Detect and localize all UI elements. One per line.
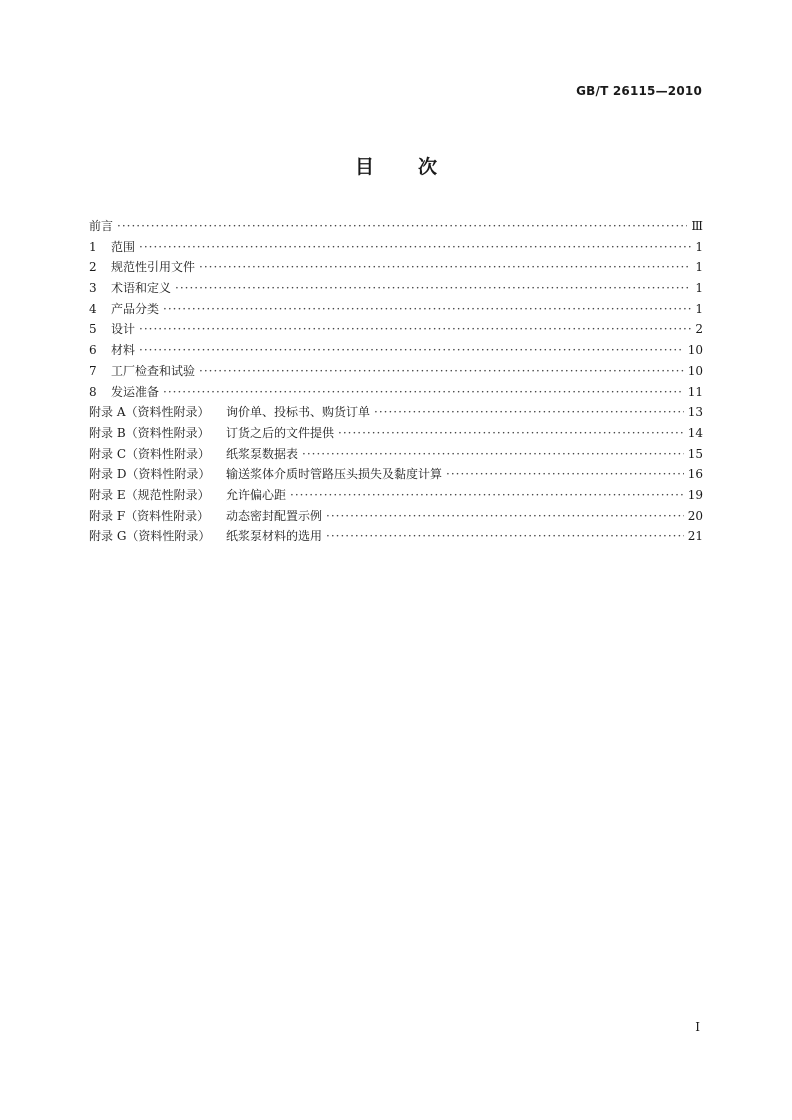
toc-leader-dots xyxy=(199,361,684,382)
toc-leader-dots xyxy=(175,278,691,299)
toc-entry-label xyxy=(89,485,286,506)
toc-leader-dots xyxy=(374,402,684,423)
toc-entry[interactable] xyxy=(89,402,703,423)
toc-entry-appendix: 附录 D（资料性附录） xyxy=(89,467,211,482)
toc-entry[interactable] xyxy=(89,485,703,506)
toc-entry-page: 1 xyxy=(695,281,703,296)
toc-entry-title: 动态密封配置示例 xyxy=(226,508,323,523)
toc-leader-dots xyxy=(117,216,687,237)
toc-entry-label xyxy=(89,340,135,361)
toc-entry-page: 1 xyxy=(695,239,703,254)
toc-entry-number: 4 xyxy=(89,301,97,316)
toc-entry-appendix: 附录 G（资料性附录） xyxy=(89,529,211,544)
toc-entry-appendix: 附录 F（资料性附录） xyxy=(89,508,210,523)
toc-leader-dots xyxy=(163,299,691,320)
toc-entry[interactable] xyxy=(89,382,703,403)
toc-entry-label xyxy=(89,526,322,547)
page-number: I xyxy=(695,1020,700,1034)
toc-entry-number: 1 xyxy=(89,239,97,254)
toc-entry[interactable] xyxy=(89,278,703,299)
toc-entry-title: 术语和定义 xyxy=(111,281,172,296)
toc-entry-label xyxy=(89,216,113,237)
toc-entry-title: 规范性引用文件 xyxy=(111,260,196,275)
toc-leader-dots xyxy=(290,485,684,506)
toc-leader-dots xyxy=(139,319,691,340)
toc-entry-page: 1 xyxy=(695,301,703,316)
toc-entry-appendix: 附录 E（规范性附录） xyxy=(89,487,210,502)
toc-entry-title: 允许偏心距 xyxy=(226,487,287,502)
toc-entry-label xyxy=(89,506,322,527)
toc-entry[interactable] xyxy=(89,526,703,547)
toc-entry[interactable] xyxy=(89,423,703,444)
toc-entry[interactable] xyxy=(89,257,703,278)
standard-code: GB/T 26115—2010 xyxy=(576,84,702,98)
toc-leader-dots xyxy=(446,464,684,485)
toc-entry-page: Ⅲ xyxy=(691,219,703,233)
page-title-char-1: 目 xyxy=(354,156,374,178)
toc-entry-appendix: 附录 B（资料性附录） xyxy=(89,425,210,440)
toc-leader-dots xyxy=(326,506,684,527)
toc-entry-page: 2 xyxy=(695,322,703,337)
toc-entry[interactable] xyxy=(89,506,703,527)
toc-entry-label xyxy=(89,237,135,258)
toc-entry-title: 纸浆泵材料的选用 xyxy=(226,529,323,544)
toc-entry[interactable] xyxy=(89,464,703,485)
toc-entry-number: 6 xyxy=(89,343,97,358)
toc-entry-page: 10 xyxy=(687,343,703,358)
toc-entry[interactable] xyxy=(89,444,703,465)
toc-entry-page: 11 xyxy=(687,384,703,399)
toc-entry-label xyxy=(89,402,370,423)
toc-entry-label xyxy=(89,444,298,465)
toc-entry-appendix: 附录 A（资料性附录） xyxy=(89,405,210,420)
toc-entry-title: 范围 xyxy=(111,239,136,254)
toc-entry-number: 5 xyxy=(89,322,97,337)
toc-leader-dots xyxy=(163,382,684,403)
toc-entry-appendix: 附录 C（资料性附录） xyxy=(89,446,210,461)
toc-entry-number: 8 xyxy=(89,384,97,399)
toc-entry-label xyxy=(89,423,334,444)
toc-entry-label xyxy=(89,361,195,382)
toc-entry-page: 16 xyxy=(687,467,703,482)
toc-entry-page: 19 xyxy=(687,487,703,502)
toc-leader-dots xyxy=(302,444,684,465)
toc-entry-page: 20 xyxy=(687,508,703,523)
toc-leader-dots xyxy=(326,526,684,547)
toc-entry-page: 10 xyxy=(687,363,703,378)
toc-entry[interactable] xyxy=(89,216,703,237)
toc-entry-page: 1 xyxy=(695,260,703,275)
toc-leader-dots xyxy=(139,237,691,258)
toc-entry-title: 工厂检查和试验 xyxy=(111,363,196,378)
toc-entry[interactable] xyxy=(89,361,703,382)
toc-entry-number: 3 xyxy=(89,281,97,296)
toc-entry[interactable] xyxy=(89,299,703,320)
toc-entry-label xyxy=(89,278,171,299)
toc-entry-page: 14 xyxy=(687,425,703,440)
toc-entry[interactable] xyxy=(89,237,703,258)
toc-entry-title: 询价单、投标书、购货订单 xyxy=(226,405,371,420)
toc-entry-title: 输送浆体介质时管路压头损失及黏度计算 xyxy=(226,467,443,482)
table-of-contents xyxy=(89,216,703,547)
toc-entry[interactable] xyxy=(89,319,703,340)
toc-leader-dots xyxy=(139,340,684,361)
toc-entry-title: 发运准备 xyxy=(111,384,160,399)
toc-entry-label xyxy=(89,257,195,278)
page-title-char-2: 次 xyxy=(418,156,438,178)
toc-entry-number: 7 xyxy=(89,363,97,378)
toc-entry-title: 设计 xyxy=(111,322,136,337)
toc-entry-title: 订货之后的文件提供 xyxy=(226,425,335,440)
toc-entry[interactable] xyxy=(89,340,703,361)
toc-entry-title: 前言 xyxy=(89,219,114,233)
toc-entry-page: 15 xyxy=(687,446,703,461)
toc-entry-label xyxy=(89,299,159,320)
toc-entry-number: 2 xyxy=(89,260,97,275)
toc-entry-title: 产品分类 xyxy=(111,301,160,316)
toc-leader-dots xyxy=(338,423,684,444)
toc-entry-page: 13 xyxy=(687,405,703,420)
toc-entry-label xyxy=(89,382,159,403)
toc-entry-label xyxy=(89,464,442,485)
page-title xyxy=(0,152,792,179)
toc-entry-title: 材料 xyxy=(111,343,136,358)
toc-leader-dots xyxy=(199,257,691,278)
toc-entry-page: 21 xyxy=(687,529,703,544)
toc-entry-title: 纸浆泵数据表 xyxy=(226,446,299,461)
toc-entry-label xyxy=(89,319,135,340)
